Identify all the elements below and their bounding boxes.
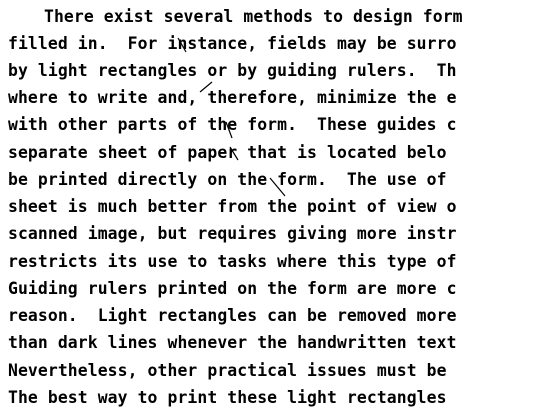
text-line-4: where to write and, therefore, minimize the e [8,88,457,107]
text-line-3: by light rectangles or by guiding rulers. Th [8,61,457,80]
pen-stroke [230,147,238,160]
text-line-14: Nevertheless, other practical issues must be [8,361,447,380]
text-line-12: reason. Light rectangles can be removed more [8,306,457,325]
text-line-9: scanned image, but requires giving more instr [8,224,457,243]
pen-stroke [226,122,232,138]
text-line-10: restricts its use to tasks where this type of [8,252,457,271]
text-line-1: There exist several methods to design form [44,7,463,26]
pen-stroke [270,178,285,196]
text-line-6: separate sheet of paper that is located belo [8,143,447,162]
pen-stroke [200,82,212,92]
pen-stroke [178,38,186,52]
text-line-7: be printed directly on the form. The use of [8,170,447,189]
text-line-8: sheet is much better from the point of view o [8,197,457,216]
text-line-15: The best way to print these light rectangles [8,388,447,407]
text-line-2: filled in. For instance, fields may be surro [8,34,457,53]
text-line-5: with other parts of the form. These guides c [8,115,457,134]
text-line-13: than dark lines whenever the handwritten text [8,333,457,352]
text-line-11: Guiding rulers printed on the form are more c [8,279,457,298]
